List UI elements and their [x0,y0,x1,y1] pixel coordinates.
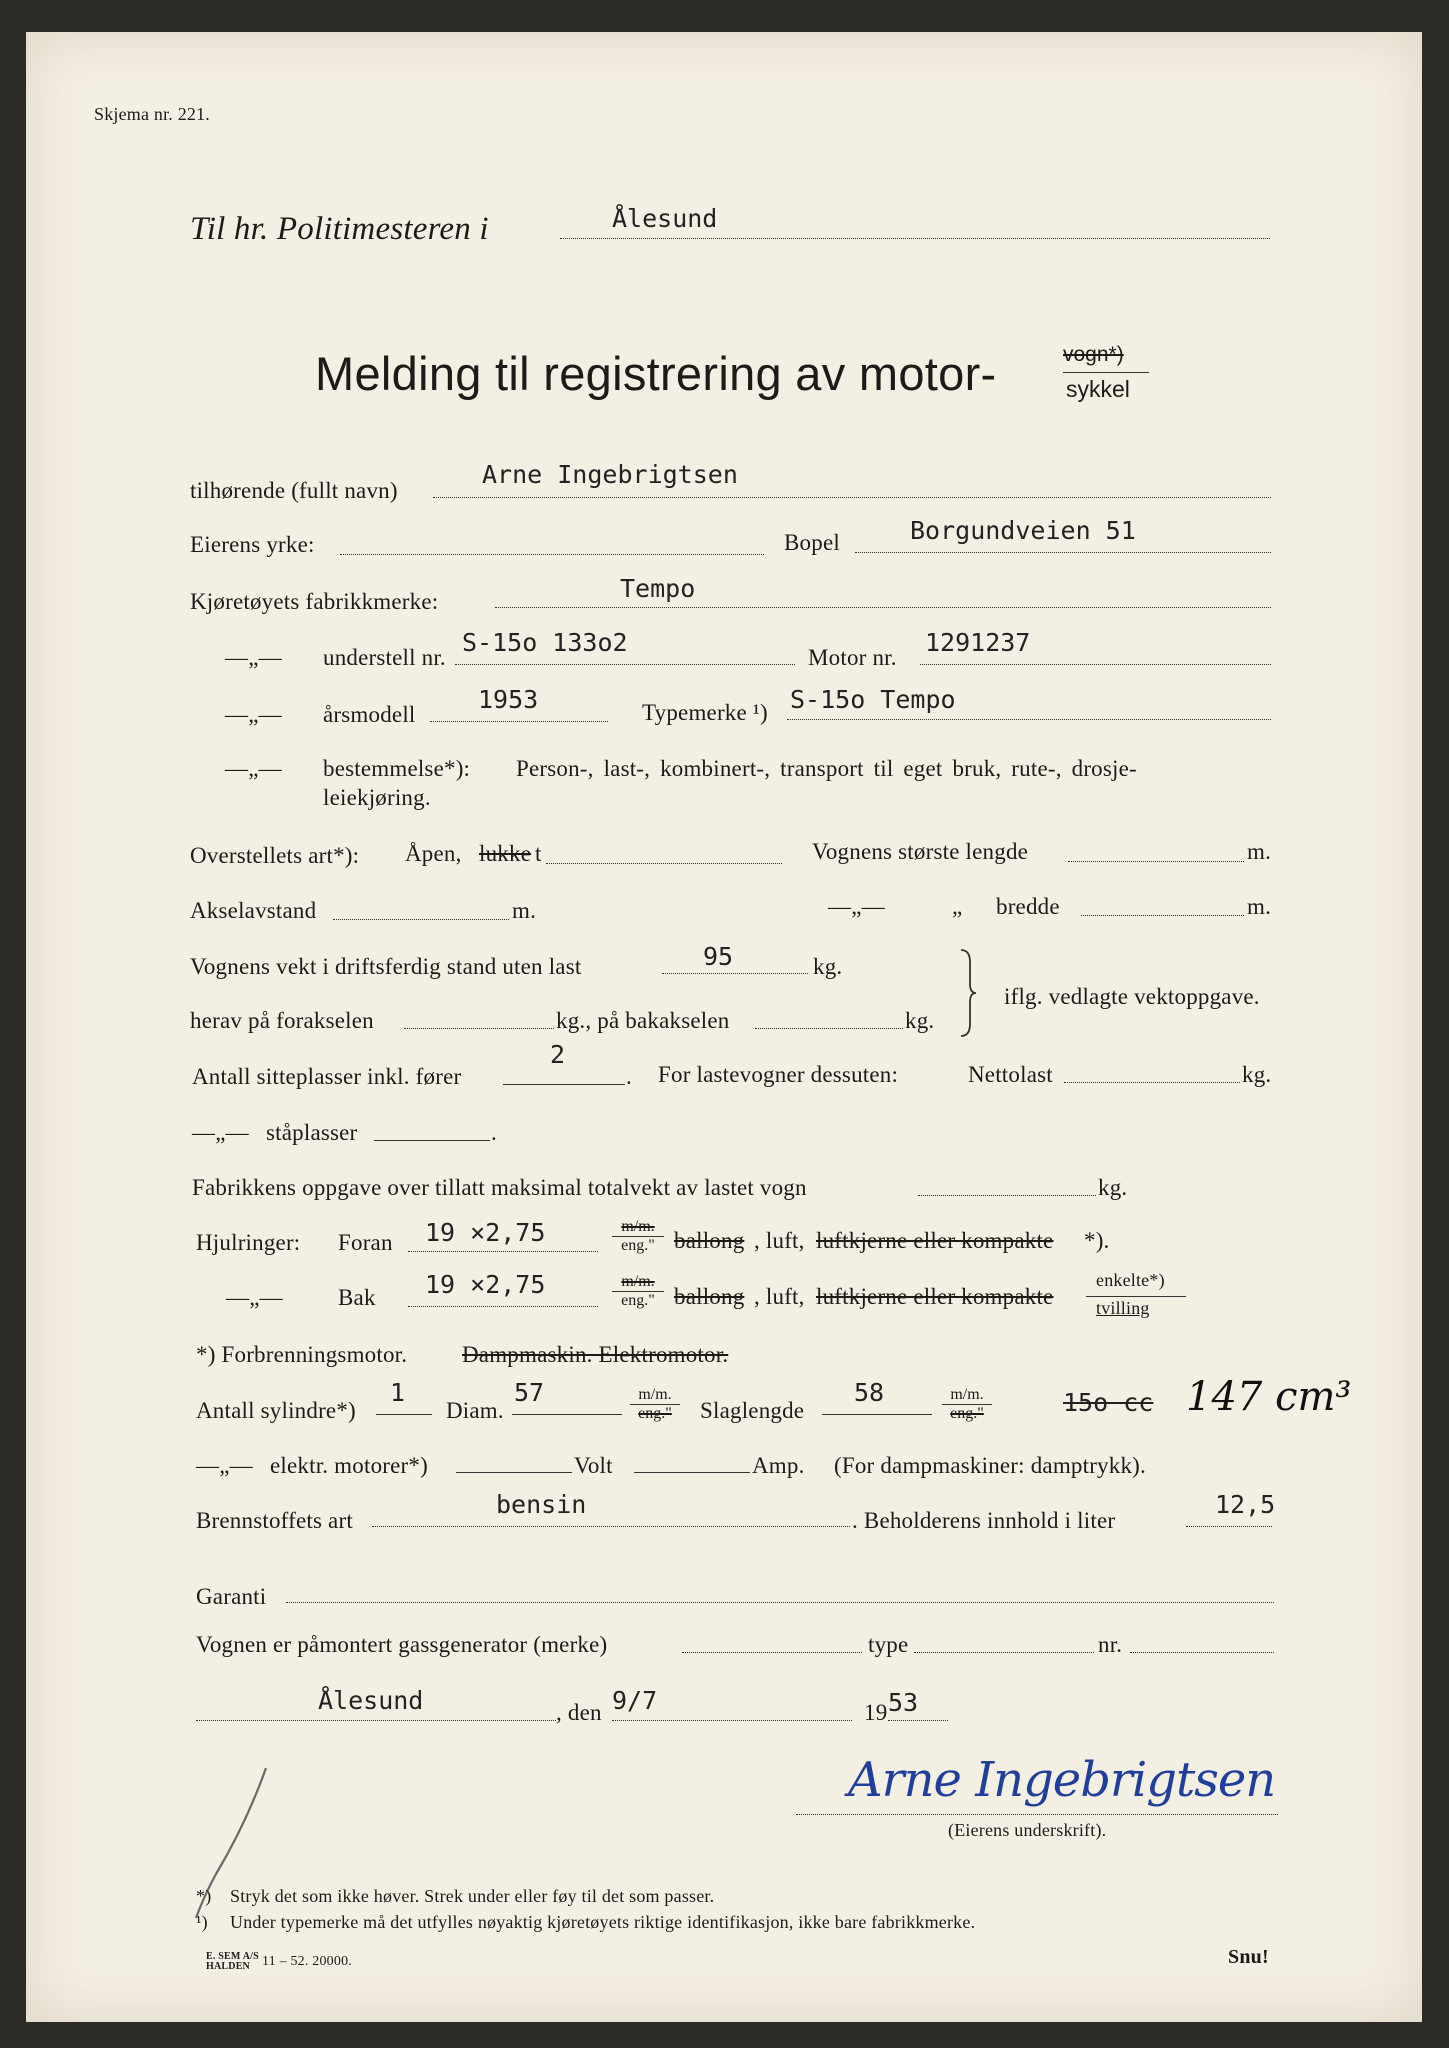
tank-value[interactable]: 12,5 [1215,1490,1276,1519]
year-line [888,1720,948,1721]
electric-line[interactable] [456,1472,572,1473]
signature[interactable]: Arne Ingebrigtsen [848,1752,1276,1808]
combustion-label: *) Forbrenningsmotor. [196,1342,408,1367]
air-label: , luft, [754,1228,805,1253]
model-year-line [430,721,608,722]
gas-no-label: nr. [1098,1632,1123,1657]
electric-label: elektr. motorer*) [270,1453,428,1478]
fuel-label: Brennstoffets art [196,1508,353,1533]
owner-value[interactable]: Arne Ingebrigtsen [482,460,738,489]
note2: Under typemerke må det utfylles nøyaktig kjøretøyets riktige identifikasjon, ikke bare fabrikkmerke. [230,1912,976,1932]
tyre-rear-value[interactable]: 19 ×2,75 [425,1270,546,1299]
signature-line [796,1814,1278,1815]
seats-value[interactable]: 2 [550,1040,566,1069]
volt-label: Volt [574,1453,613,1478]
warranty-line[interactable] [286,1602,1274,1603]
netload-unit: kg. [1242,1062,1272,1087]
cylinders-label: Antall sylindre*) [196,1398,356,1423]
print-code: 11 – 52. 20000. [262,1954,352,1969]
rear-label: Bak [338,1285,376,1310]
weight-note: iflg. vedlagte vektoppgave. [1004,984,1260,1009]
standing-line[interactable] [374,1140,490,1141]
twin-option: tvilling [1096,1298,1150,1318]
bore-label: Diam. [446,1398,504,1423]
steam-note: (For dampmaskiner: damptrykk). [834,1453,1146,1478]
tyre-rear-unit: m/m. eng." [612,1273,664,1310]
chassis-value[interactable]: S-15o 133o2 [462,628,628,657]
engine-value[interactable]: 1291237 [925,628,1031,657]
gas-no-line[interactable] [1130,1652,1274,1653]
steam-electric-struck: Dampmaskin. Elektromotor. [462,1342,729,1367]
residence-line [855,552,1271,553]
occupation-line[interactable] [340,554,764,555]
signature-caption: (Eierens underskrift). [948,1820,1107,1840]
weight-label: Vognens vekt i driftsferdig stand uten last [190,954,582,979]
ditto-mark: —„— [225,702,282,727]
ditto-mark: —„— [192,1120,249,1145]
length-label: Vognens største lengde [812,839,1029,864]
width-label: bredde [996,894,1060,919]
length-line[interactable] [1068,861,1244,862]
model-year-label: årsmodell [323,702,416,727]
brace [958,948,978,1038]
occupation-label: Eierens yrke: [190,532,315,557]
wheelbase-line[interactable] [333,919,509,920]
cylinders-value[interactable]: 1 [390,1378,406,1407]
residence-label: Bopel [784,530,840,555]
displacement-struck: 15o cc [1063,1388,1154,1417]
type-value[interactable]: S-15o Tempo [790,685,956,714]
fuel-value[interactable]: bensin [496,1490,587,1519]
single-twin-divider [1086,1296,1186,1297]
netload-line[interactable] [1064,1082,1240,1083]
period: . [491,1120,497,1145]
title-option-kept: sykkel [1066,376,1130,402]
wheelbase-label: Akselavstand [190,898,317,923]
gas-generator-label: Vognen er påmontert gassgenerator (merke) [196,1632,608,1657]
max-weight-line[interactable] [918,1195,1096,1196]
body-closed-struck: lukke [479,841,532,866]
standing-label: ståplasser [266,1120,358,1145]
weight-unit: kg. [813,954,843,979]
date-value[interactable]: 9/7 [612,1686,658,1715]
balloon-struck: ballong [674,1228,745,1253]
width-unit: m. [1247,894,1272,919]
model-year-value[interactable]: 1953 [478,685,539,714]
owner-line [433,497,1271,498]
body-closed-tail: t [535,841,542,866]
purpose-options: Person-, last-, kombinert-, transport til eget bruk, rute-, drosje- [516,756,1137,781]
single-option: enkelte*) [1096,1270,1165,1290]
note2-mark: ¹) [196,1912,208,1932]
solid-struck: luftkjerne eller kompakte [816,1228,1054,1253]
tyre-front-unit: m/m. eng." [612,1218,664,1255]
year-prefix: 19 [864,1700,888,1725]
purpose-label: bestemmelse*): [323,756,471,781]
truck-label: For lastevogner dessuten: [658,1062,899,1087]
gas-type-line[interactable] [914,1652,1094,1653]
make-label: Kjøretøyets fabrikkmerke: [190,589,439,614]
engine-label: Motor nr. [808,645,897,670]
type-line [787,719,1271,720]
fuel-line [372,1526,850,1527]
purpose-options-cont: leiekjøring. [323,785,431,810]
wheelbase-unit: m. [512,898,537,923]
title-option-struck: vogn*) [1063,343,1124,366]
tank-line [1186,1526,1272,1527]
schema-number: Skjema nr. 221. [94,104,210,124]
printer-line1: E. SEM A/S [206,1951,259,1962]
tank-label: . Beholderens innhold i liter [852,1508,1116,1533]
make-line [495,607,1271,608]
printer-line2: HALDEN [206,1961,250,1972]
note1-mark: *) [196,1886,212,1906]
ditto-mark: —„— [196,1453,253,1478]
date-line [612,1720,852,1721]
chassis-label: understell nr. [323,645,446,670]
volt-line[interactable] [634,1472,750,1473]
tyre-rear-line [408,1306,598,1307]
ditto-mark: —„— [225,645,282,670]
air-label: , luft, [754,1284,805,1309]
displacement-handwritten[interactable]: 147 cm³ [1186,1374,1352,1420]
ditto-mark: —„— [225,756,282,781]
length-unit: m. [1247,839,1272,864]
turn-over: Snu! [1228,1946,1269,1968]
owner-label: tilhørende (fullt navn) [190,478,398,503]
form-title: Melding til registrering av motor- [315,347,997,400]
width-line[interactable] [1081,915,1244,916]
weight-line [662,973,808,974]
front-tail: *). [1084,1228,1110,1253]
year-value[interactable]: 53 [888,1688,919,1717]
weight-value[interactable]: 95 [703,942,734,971]
addressee-city[interactable]: Ålesund [612,204,718,233]
gas-type-label: type [868,1632,909,1657]
bore-value[interactable]: 57 [514,1378,545,1407]
balloon-struck: ballong [674,1284,745,1309]
ditto-mark: —„— [226,1285,283,1310]
body-label: Overstellets art*): [190,843,360,868]
addressee-prefix: Til hr. Politimesteren i [190,211,489,247]
bore-unit: m/m. eng." [630,1386,680,1423]
solid-struck: luftkjerne eller kompakte [816,1284,1054,1309]
cylinders-line [376,1414,432,1415]
tyre-front-value[interactable]: 19 ×2,75 [425,1218,546,1247]
title-divider [1063,372,1149,373]
rear-axle-unit: kg. [905,1008,935,1033]
ditto-quote: „ [952,894,963,919]
stroke-label: Slaglengde [700,1398,805,1423]
stroke-value[interactable]: 58 [854,1378,885,1407]
place-value[interactable]: Ålesund [318,1686,424,1715]
warranty-label: Garanti [196,1584,267,1609]
chassis-line [455,664,795,665]
period: . [626,1064,632,1089]
seats-label: Antall sitteplasser inkl. fører [192,1064,462,1089]
note1: Stryk det som ikke høver. Strek under eller føy til det som passer. [230,1886,715,1906]
ditto-mark: —„— [828,894,885,919]
rear-axle-line[interactable] [755,1028,903,1029]
tyres-label: Hjulringer: [196,1230,301,1255]
make-value[interactable]: Tempo [620,574,696,603]
max-weight-unit: kg. [1098,1175,1128,1200]
amp-label: Amp. [752,1453,805,1478]
body-line [546,863,782,864]
residence-value[interactable]: Borgundveien 51 [910,516,1136,545]
netload-label: Nettolast [968,1062,1053,1087]
stroke-line [822,1414,932,1415]
place-line [196,1720,556,1721]
engine-line [920,664,1271,665]
rear-axle-label: kg., på bakakselen [556,1008,730,1033]
bore-line [512,1414,622,1415]
gas-generator-line[interactable] [682,1652,862,1653]
front-axle-line[interactable] [404,1028,554,1029]
max-weight-label: Fabrikkens oppgave over tillatt maksimal totalvekt av lastet vogn [192,1175,807,1200]
date-label: , den [556,1700,602,1725]
seats-line [503,1084,625,1085]
body-open: Åpen, [405,841,462,866]
stroke-unit: m/m. eng." [942,1386,992,1423]
front-label: Foran [338,1230,393,1255]
addressee-line [560,238,1270,239]
tyre-front-line [408,1251,598,1252]
front-axle-label: herav på forakselen [190,1008,374,1033]
type-label: Typemerke ¹) [642,700,768,725]
